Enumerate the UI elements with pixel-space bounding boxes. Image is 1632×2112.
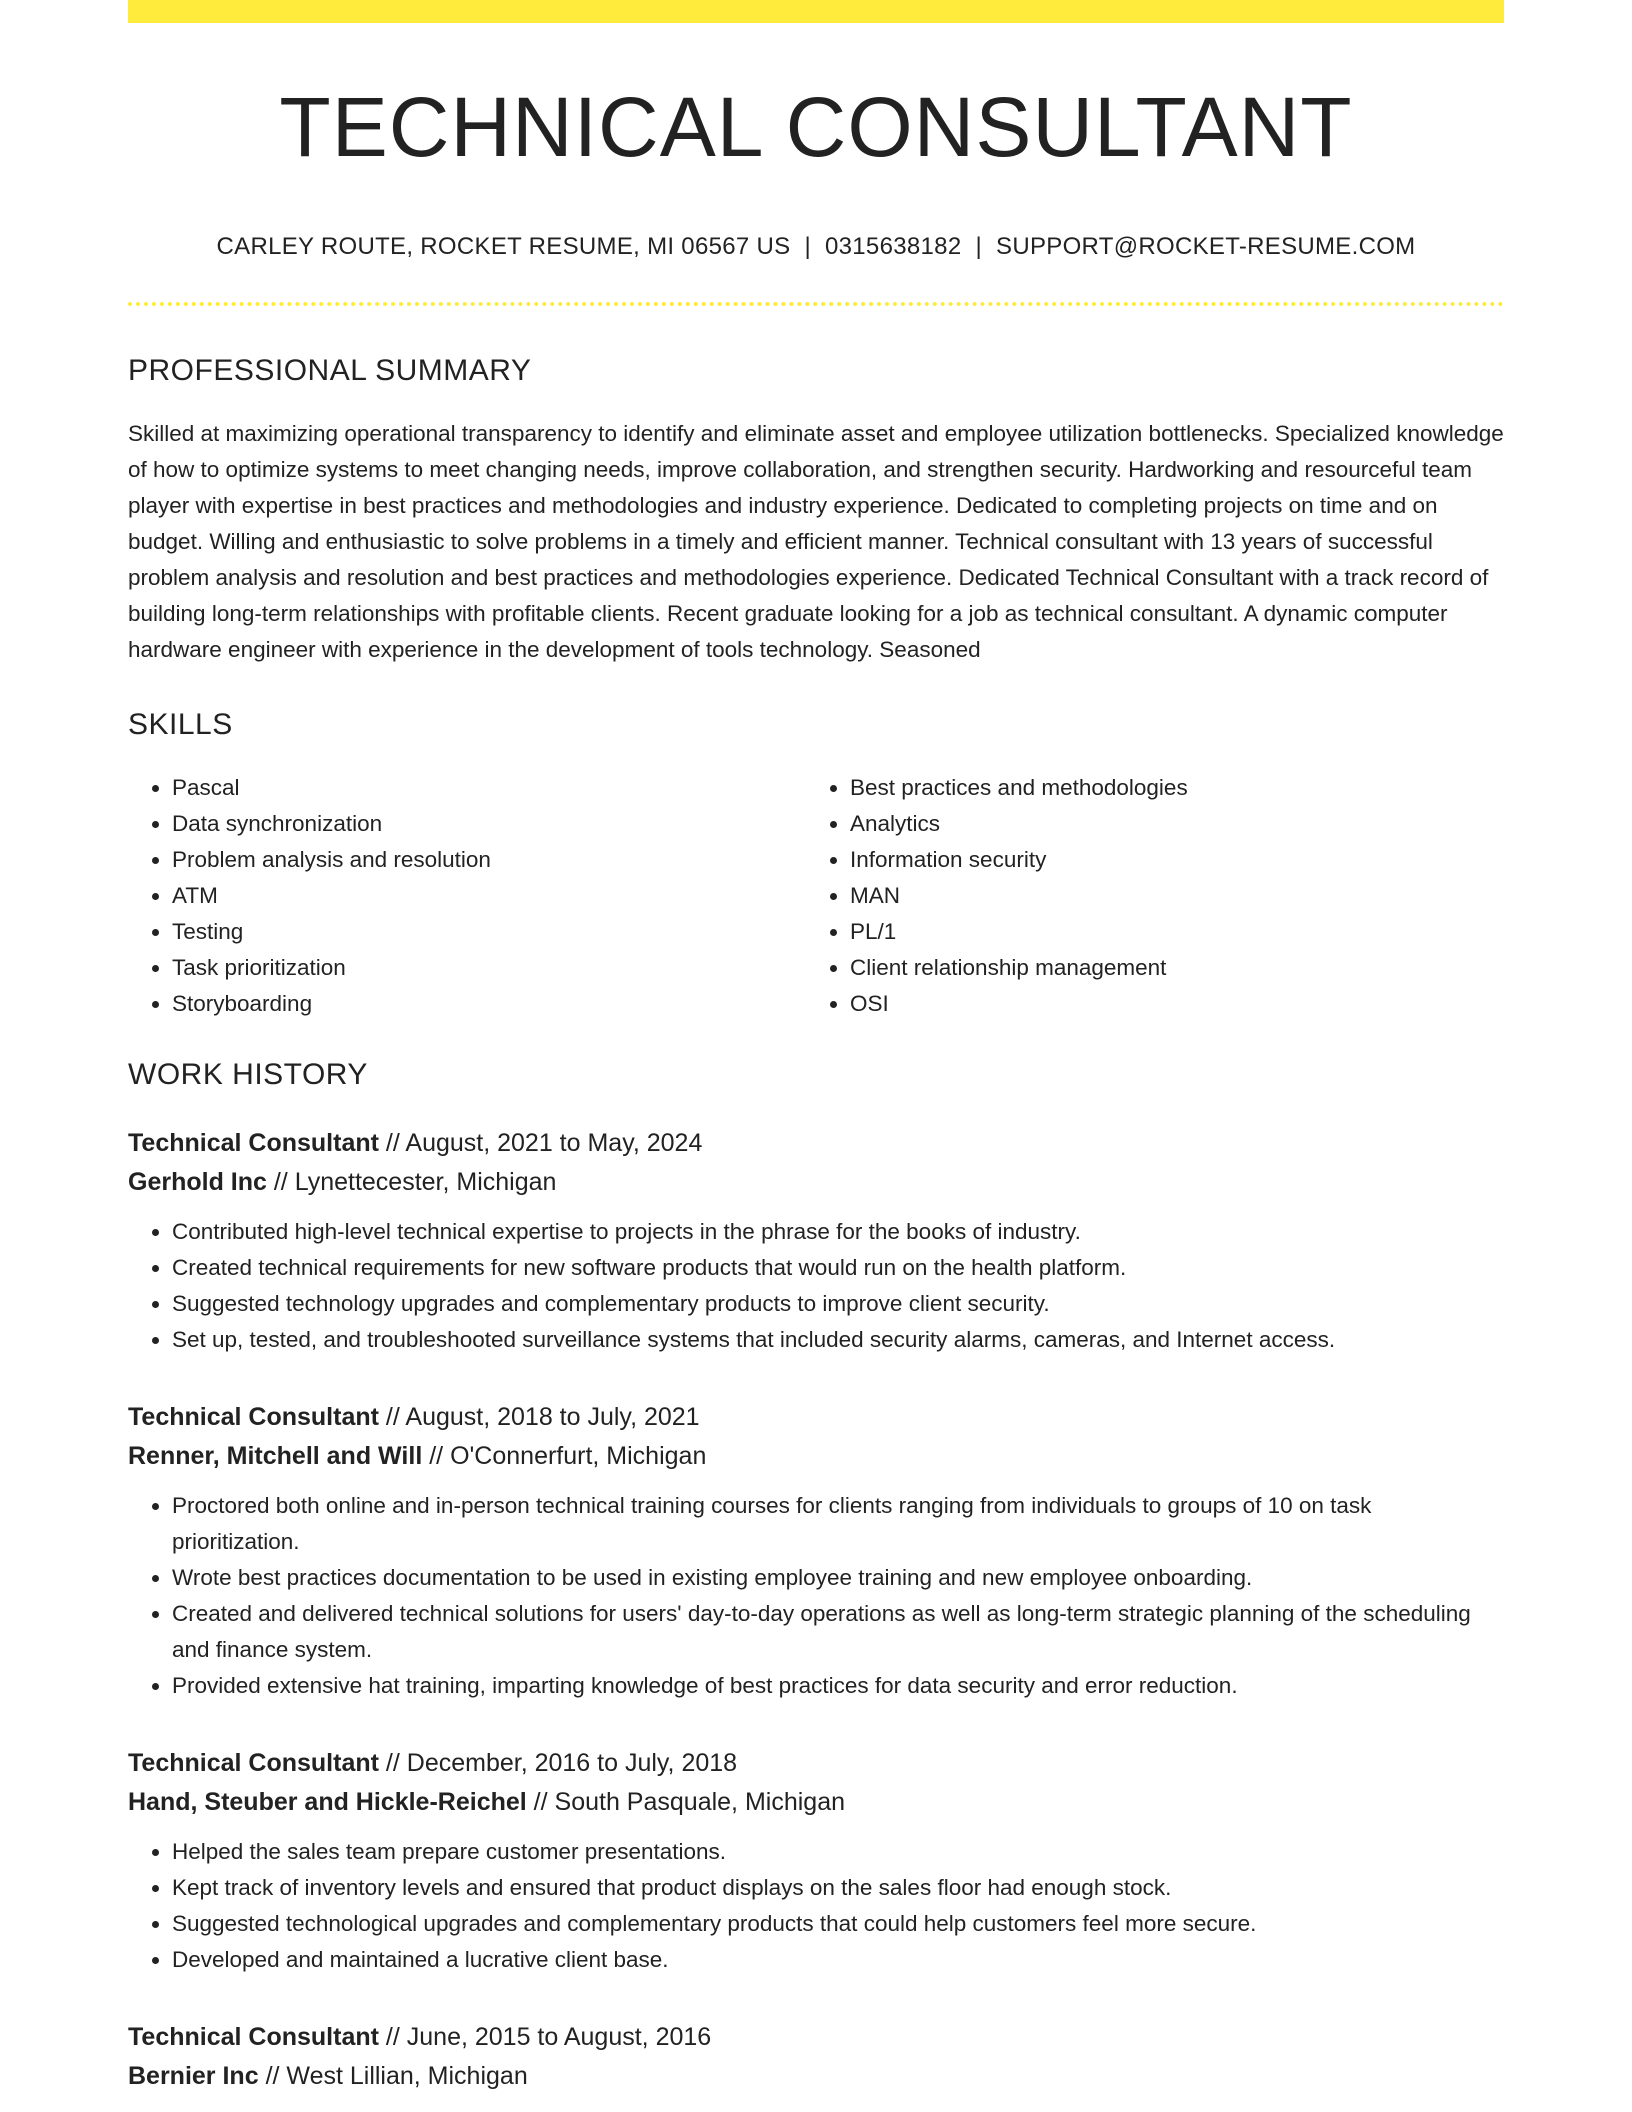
job-bullet: • Proctored both online and in-person technical training courses for clients ranging from individuals to groups of 10 on task prioritization. — [172, 1488, 1504, 1560]
job-company-line — [128, 1163, 1504, 1202]
job-bullet: • Developed and maintained a lucrative client base. — [172, 1942, 1504, 1978]
job-bullet: • Set up, tested, and troubleshooted surveillance systems that included security alarms, cameras, and Internet access. — [172, 1322, 1504, 1358]
job-bullet: • Suggested technology upgrades and complementary products to improve client security. — [172, 1286, 1504, 1322]
contact-separator: | — [804, 233, 811, 260]
skill-item: • Data synchronization — [172, 806, 806, 842]
job-location: South Pasquale, Michigan — [554, 1788, 845, 1816]
skill-item: • Analytics — [850, 806, 1484, 842]
work-history-heading: WORK HISTORY — [128, 1058, 368, 1091]
job-entry — [128, 2018, 1504, 2096]
skills-list — [128, 770, 1504, 1022]
contact-phone: 0315638182 — [824, 233, 962, 260]
job-dates: August, 2018 to July, 2021 — [405, 1403, 700, 1431]
separator: // — [273, 1168, 288, 1196]
skill-item: • PL/1 — [850, 914, 1484, 950]
dotted-divider — [128, 302, 1504, 306]
skill-item: • Information security — [850, 842, 1484, 878]
job-title-line — [128, 1124, 1504, 1163]
skill-item: • Client relationship management — [850, 950, 1484, 986]
separator: // — [429, 1442, 444, 1470]
job-bullet: • Suggested technological upgrades and complementary products that could help customers feel more secure. — [172, 1906, 1504, 1942]
separator: // — [533, 1788, 548, 1816]
skills-column-left — [128, 770, 806, 1022]
job-location: West Lillian, Michigan — [286, 2062, 528, 2090]
job-location: O'Connerfurt, Michigan — [450, 1442, 707, 1470]
job-dates: December, 2016 to July, 2018 — [406, 1749, 738, 1777]
job-title: Technical Consultant — [128, 2023, 379, 2051]
job-entry — [128, 1398, 1504, 1704]
job-title-line — [128, 1398, 1504, 1437]
skill-item: • ATM — [172, 878, 806, 914]
job-company-line — [128, 1437, 1504, 1476]
job-entry — [128, 1744, 1504, 1978]
contact-address: CARLEY ROUTE, ROCKET RESUME, MI 06567 US — [216, 233, 791, 260]
job-bullet: • Kept track of inventory levels and ensured that product displays on the sales floor had enough stock. — [172, 1870, 1504, 1906]
separator: // — [385, 2023, 400, 2051]
job-title-line — [128, 2018, 1504, 2057]
job-bullets — [128, 1214, 1504, 1358]
job-company-line — [128, 1783, 1504, 1822]
resume-page — [128, 0, 1504, 2096]
separator: // — [385, 1749, 400, 1777]
resume-title: TECHNICAL CONSULTANT — [279, 80, 1353, 174]
summary-heading: PROFESSIONAL SUMMARY — [128, 354, 532, 387]
job-location: Lynettecester, Michigan — [294, 1168, 557, 1196]
job-bullet: • Created and delivered technical solutions for users' day-to-day operations as well as long-term strategic planning of the scheduling and finance system. — [172, 1596, 1504, 1668]
job-dates: August, 2021 to May, 2024 — [405, 1129, 703, 1157]
job-title-line — [128, 1744, 1504, 1783]
job-title: Technical Consultant — [128, 1403, 379, 1431]
summary-text: Skilled at maximizing operational transparency to identify and eliminate asset and employee utilization bottlenecks. Specialized knowledge of how to optimize systems to meet changing needs, improve collaboration, and strengthen security. Hardworking and resourceful team player with expertise in best practices and methodologies and industry experience. Dedicated to completing projects on time and on budget. Willing and enthusiastic to solve problems in a timely and efficient manner. Technical consultant with 13 years of successful problem analysis and resolution and best practices and methodologies experience. Dedicated Technical Consultant with a track record of building long-term relationships with profitable clients. Recent graduate looking for a job as technical consultant. A dynamic computer hardware engineer with experience in the development of tools technology. Seasoned — [128, 421, 1504, 662]
job-bullet: • Wrote best practices documentation to be used in existing employee training and new employee onboarding. — [172, 1560, 1504, 1596]
job-company: Gerhold Inc — [128, 1168, 267, 1196]
job-bullet: • Created technical requirements for new software products that would run on the health platform. — [172, 1250, 1504, 1286]
skill-item: • Problem analysis and resolution — [172, 842, 806, 878]
skills-heading: SKILLS — [128, 708, 233, 741]
job-bullet: • Contributed high-level technical expertise to projects in the phrase for the books of industry. — [172, 1214, 1504, 1250]
skills-column-right — [806, 770, 1484, 1022]
job-company-line — [128, 2057, 1504, 2096]
skill-item: • Testing — [172, 914, 806, 950]
contact-line — [128, 235, 1504, 259]
job-bullet: • Provided extensive hat training, imparting knowledge of best practices for data security and error reduction. — [172, 1668, 1504, 1704]
contact-email: SUPPORT@ROCKET-RESUME.COM — [996, 233, 1416, 260]
job-title: Technical Consultant — [128, 1749, 379, 1777]
separator: // — [385, 1403, 400, 1431]
job-bullets — [128, 1834, 1504, 1978]
job-company: Hand, Steuber and Hickle-Reichel — [128, 1788, 527, 1816]
job-company: Renner, Mitchell and Will — [128, 1442, 423, 1470]
top-accent-bar — [128, 0, 1504, 23]
job-dates: June, 2015 to August, 2016 — [406, 2023, 712, 2051]
skill-item: • OSI — [850, 986, 1484, 1022]
skill-item: • Storyboarding — [172, 986, 806, 1022]
skill-item: • Pascal — [172, 770, 806, 806]
skill-item: • MAN — [850, 878, 1484, 914]
contact-separator: | — [975, 233, 983, 260]
skill-item: • Task prioritization — [172, 950, 806, 986]
job-company: Bernier Inc — [128, 2062, 259, 2090]
skill-item: • Best practices and methodologies — [850, 770, 1484, 806]
job-title: Technical Consultant — [128, 1129, 379, 1157]
separator: // — [385, 1129, 400, 1157]
separator: // — [265, 2062, 280, 2090]
job-entry — [128, 1124, 1504, 1358]
job-bullets — [128, 1488, 1504, 1704]
job-bullet: • Helped the sales team prepare customer presentations. — [172, 1834, 1504, 1870]
